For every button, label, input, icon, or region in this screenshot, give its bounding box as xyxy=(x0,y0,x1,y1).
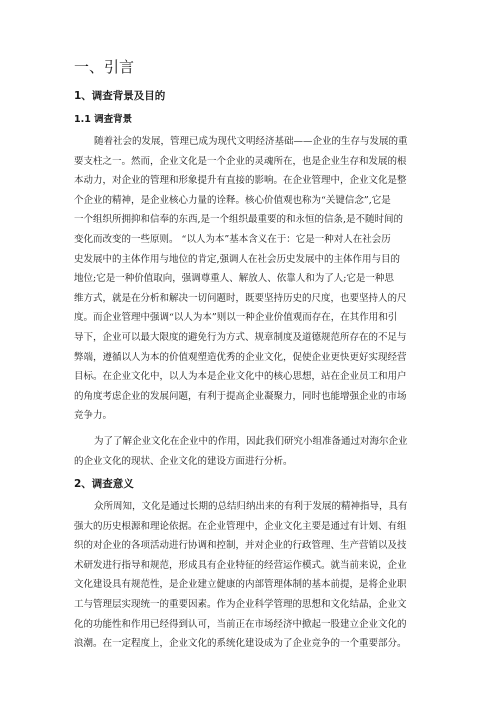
subsection-1-title: 1、调查背景及目的 xyxy=(74,90,166,102)
significance-paragraph xyxy=(74,497,432,654)
text-line: 化的功能性和作用已经得到认可，当前正在市场经济中掀起一股建立企业文化的 xyxy=(74,618,407,630)
text-line: 的企业文化的现状、企业文化的建设方面进行分析。 xyxy=(74,455,293,467)
text-line: 术研发进行指导和规范，形成具有企业特征的经营运作模式。就当前来说，企业 xyxy=(74,559,407,571)
text-line: 的角度考虑企业的发展问题，有利于提高企业凝聚力，同时也能增强企业的市场 xyxy=(74,390,407,402)
background-paragraph-2 xyxy=(74,432,432,471)
text-line: 导下，企业可以最大限度的避免行为方式、规章制度及道德规范所存在的不足与 xyxy=(74,331,407,343)
text-line: 文化建设具有规范性，是企业建立健康的内部管理体制的基本前提，是将企业职 xyxy=(74,579,407,591)
text-line: 一个组织所拥抑和信奉的东西,是一个组织最重要的和永恒的信条,是不随时间的 xyxy=(74,214,404,226)
text-line: 要支柱之一。然而，企业文化是一个企业的灵魂所在，也是企业生存和发展的根 xyxy=(74,155,407,167)
section-title: 一、引言 xyxy=(74,58,135,76)
subsection-2-title: 2、调查意义 xyxy=(74,478,134,491)
text-line: 史发展中的主体作用与地位的肯定,强调人在社会历史发展中的主体作用与目的 xyxy=(74,253,401,265)
text-line: 维方式，就是在分析和解决一切问题时，既要坚持历史的尺度，也要坚持人的尺 xyxy=(74,292,407,304)
text-line: 度。而企业管理中强调“以人为本”则以一种企业价值观而存在，在其作用和引 xyxy=(74,312,398,324)
text-line: 个企业的精神，是企业核心力量的诠释。核心价值观也称为“关键信念”,它是 xyxy=(74,194,391,206)
text-line: 为了了解企业文化在企业中的作用，因此我们研究小组准备通过对海尔企业 xyxy=(94,435,408,447)
text-line: 弊端，遵循以人为本的价值观塑造优秀的企业文化，促使企业更快更好实现经营 xyxy=(74,351,407,363)
text-line: 目标。在企业文化中，以人为本是企业文化中的核心思想，站在企业员工和用户 xyxy=(74,371,407,383)
background-paragraph-1 xyxy=(74,132,432,426)
text-line: 本动力，对企业的管理和形象提升有直接的影响。在企业管理中，企业文化是整 xyxy=(74,175,407,187)
text-line: 地位;它是一种价值取向，强调尊重人、解放人、依靠人和为了人;它是一种思 xyxy=(74,273,394,285)
text-line: 浪潮。在一定程度上，企业文化的系统化建设成为了企业竞争的一个重要部分。 xyxy=(74,638,407,650)
text-line: 工与管理层实现统一的重要因素。作为企业科学管理的思想和文化结晶，企业文 xyxy=(74,599,407,611)
text-line: 竞争力。 xyxy=(74,410,113,422)
text-line: 变化而改变的一些原则。 “以人为本”基本含义在于：它是一种对人在社会历 xyxy=(74,233,391,245)
text-line: 织的对企业的各项活动进行协调和控制，并对企业的行政管理、生产营销以及技 xyxy=(74,540,407,552)
document-page xyxy=(74,58,432,660)
text-line: 强大的历史根源和理论依据。在企业管理中，企业文化主要是通过有计划、有组 xyxy=(74,520,407,532)
text-line: 众所周知，文化是通过长期的总结归纳出来的有利于发展的精神指导，具有 xyxy=(94,501,408,513)
text-line: 随着社会的发展，管理已成为现代文明经济基础——企业的生存与发展的重 xyxy=(94,136,408,147)
subsection-1-1-title: 1.1 调查背景 xyxy=(74,114,133,125)
